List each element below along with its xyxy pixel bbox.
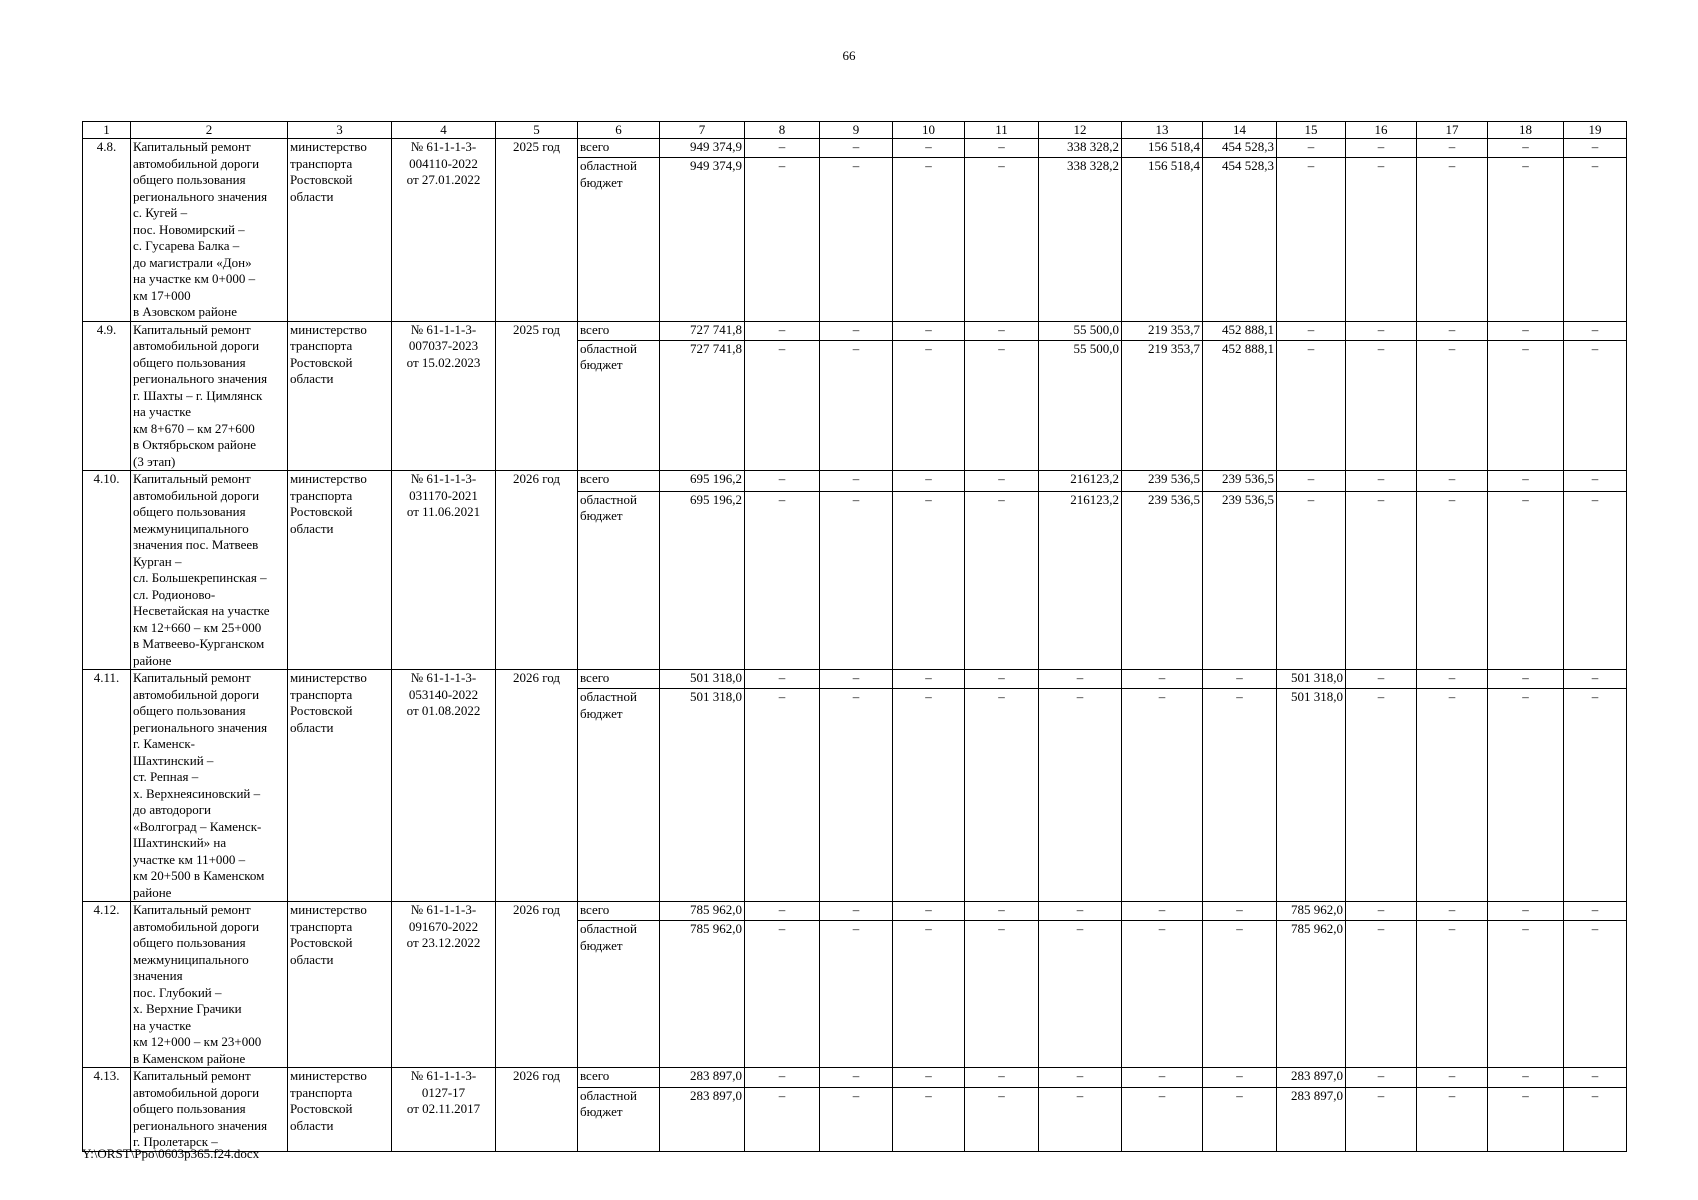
funding-source: областной бюджет (578, 689, 660, 902)
table-row (83, 1068, 1627, 1088)
amount-cell: – (1564, 902, 1627, 921)
amount-cell: 216123,2 (1039, 491, 1122, 669)
row-number: 4.9. (83, 321, 131, 471)
amount-cell: – (965, 902, 1039, 921)
amount-cell: 785 962,0 (660, 902, 745, 921)
amount-cell: – (745, 139, 820, 158)
funding-source: областной бюджет (578, 491, 660, 669)
page-number: 66 (842, 48, 856, 63)
amount-cell: – (820, 321, 893, 340)
completion-year: 2025 год (496, 321, 578, 471)
amount-cell: – (1564, 1068, 1627, 1088)
amount-cell: – (1488, 139, 1564, 158)
amount-cell: – (1122, 689, 1203, 902)
amount-cell: – (1346, 139, 1417, 158)
amount-cell: – (1039, 1087, 1122, 1151)
table-row (83, 471, 1627, 492)
object-name: Капитальный ремонт автомобильной дороги общего пользования регионального значения г. Пролетарск – (131, 1068, 288, 1152)
expertise-doc: № 61-1-1-3- 031170-2021 от 11.06.2021 (392, 471, 496, 670)
amount-cell: – (1122, 670, 1203, 689)
amount-cell: – (893, 471, 965, 492)
amount-cell: – (1346, 471, 1417, 492)
column-header: 2 (131, 122, 288, 139)
amount-cell: – (745, 1087, 820, 1151)
column-header: 9 (820, 122, 893, 139)
column-header: 14 (1203, 122, 1277, 139)
amount-cell: – (1203, 670, 1277, 689)
column-number-row (83, 122, 1627, 139)
table-row (83, 902, 1627, 921)
column-header: 7 (660, 122, 745, 139)
amount-cell: – (820, 139, 893, 158)
funding-source: областной бюджет (578, 921, 660, 1068)
amount-cell: – (820, 921, 893, 1068)
amount-cell: 219 353,7 (1122, 340, 1203, 470)
funding-source: всего (578, 321, 660, 340)
amount-cell: 454 528,3 (1203, 139, 1277, 158)
budget-table (82, 121, 1627, 1152)
row-number: 4.10. (83, 471, 131, 670)
amount-cell: – (820, 491, 893, 669)
amount-cell: – (1203, 902, 1277, 921)
amount-cell: – (745, 902, 820, 921)
amount-cell: – (893, 340, 965, 470)
amount-cell: – (745, 689, 820, 902)
responsible-org: министерство транспорта Ростовской области (288, 139, 392, 322)
amount-cell: – (745, 491, 820, 669)
row-number: 4.8. (83, 139, 131, 322)
responsible-org: министерство транспорта Ростовской области (288, 1068, 392, 1152)
amount-cell: – (820, 670, 893, 689)
amount-cell: – (965, 491, 1039, 669)
amount-cell: – (965, 340, 1039, 470)
amount-cell: 239 536,5 (1122, 471, 1203, 492)
amount-cell: 949 374,9 (660, 158, 745, 321)
column-header: 10 (893, 122, 965, 139)
amount-cell: – (1488, 491, 1564, 669)
amount-cell: 283 897,0 (660, 1087, 745, 1151)
amount-cell: – (1039, 1068, 1122, 1088)
column-header: 11 (965, 122, 1039, 139)
funding-source: областной бюджет (578, 1087, 660, 1151)
amount-cell: – (965, 1087, 1039, 1151)
amount-cell: 156 518,4 (1122, 158, 1203, 321)
expertise-doc: № 61-1-1-3- 004110-2022 от 27.01.2022 (392, 139, 496, 322)
completion-year: 2026 год (496, 670, 578, 902)
amount-cell: 501 318,0 (660, 689, 745, 902)
amount-cell: – (1122, 1087, 1203, 1151)
amount-cell: – (745, 471, 820, 492)
amount-cell: – (965, 139, 1039, 158)
amount-cell: – (1346, 491, 1417, 669)
amount-cell: – (1488, 471, 1564, 492)
responsible-org: министерство транспорта Ростовской области (288, 902, 392, 1068)
funding-source: всего (578, 139, 660, 158)
amount-cell: – (1203, 1087, 1277, 1151)
amount-cell: – (1277, 321, 1346, 340)
amount-cell: – (1417, 1068, 1488, 1088)
amount-cell: 283 897,0 (1277, 1087, 1346, 1151)
amount-cell: – (1564, 1087, 1627, 1151)
amount-cell: – (893, 158, 965, 321)
amount-cell: – (1417, 471, 1488, 492)
row-number: 4.11. (83, 670, 131, 902)
table-row (83, 321, 1627, 340)
amount-cell: – (965, 158, 1039, 321)
amount-cell: – (893, 689, 965, 902)
completion-year: 2025 год (496, 139, 578, 322)
column-header: 16 (1346, 122, 1417, 139)
column-header: 17 (1417, 122, 1488, 139)
amount-cell: – (1346, 1087, 1417, 1151)
expertise-doc: № 61-1-1-3- 053140-2022 от 01.08.2022 (392, 670, 496, 902)
amount-cell: – (1417, 1087, 1488, 1151)
expertise-doc: № 61-1-1-3- 091670-2022 от 23.12.2022 (392, 902, 496, 1068)
amount-cell: – (1203, 921, 1277, 1068)
amount-cell: – (1564, 158, 1627, 321)
responsible-org: министерство транспорта Ростовской области (288, 670, 392, 902)
row-number: 4.13. (83, 1068, 131, 1152)
amount-cell: 785 962,0 (1277, 902, 1346, 921)
amount-cell: – (1488, 689, 1564, 902)
amount-cell: – (1039, 689, 1122, 902)
responsible-org: министерство транспорта Ростовской области (288, 471, 392, 670)
amount-cell: – (1417, 139, 1488, 158)
object-name: Капитальный ремонт автомобильной дороги общего пользования межмуниципального значения пос. Матвеев Курган – сл. Большекрепинская – сл. Родионово- Несветайская на участке км 12+660 – км 25+000 в Матвеево-Курганском районе (131, 471, 288, 670)
amount-cell: – (820, 689, 893, 902)
amount-cell: – (893, 902, 965, 921)
amount-cell: – (1346, 902, 1417, 921)
amount-cell: – (1488, 158, 1564, 321)
completion-year: 2026 год (496, 902, 578, 1068)
object-name: Капитальный ремонт автомобильной дороги общего пользования регионального значения г. Шахты – г. Цимлянск на участке км 8+670 – км 27+600 в Октябрьском районе (3 этап) (131, 321, 288, 471)
amount-cell: – (1346, 921, 1417, 1068)
amount-cell: – (893, 321, 965, 340)
amount-cell: – (1122, 1068, 1203, 1088)
amount-cell: 785 962,0 (660, 921, 745, 1068)
amount-cell: – (745, 158, 820, 321)
amount-cell: – (1346, 321, 1417, 340)
table-row (83, 670, 1627, 689)
column-header: 4 (392, 122, 496, 139)
amount-cell: – (893, 1068, 965, 1088)
amount-cell: – (1417, 321, 1488, 340)
amount-cell: – (965, 321, 1039, 340)
amount-cell: – (893, 1087, 965, 1151)
amount-cell: – (1564, 689, 1627, 902)
amount-cell: 452 888,1 (1203, 321, 1277, 340)
amount-cell: – (965, 921, 1039, 1068)
amount-cell: – (1039, 670, 1122, 689)
amount-cell: 452 888,1 (1203, 340, 1277, 470)
amount-cell: – (1564, 921, 1627, 1068)
amount-cell: – (893, 921, 965, 1068)
amount-cell: 695 196,2 (660, 471, 745, 492)
amount-cell: – (1203, 689, 1277, 902)
amount-cell: 727 741,8 (660, 321, 745, 340)
column-header: 8 (745, 122, 820, 139)
amount-cell: – (820, 1087, 893, 1151)
amount-cell: 727 741,8 (660, 340, 745, 470)
amount-cell: 283 897,0 (1277, 1068, 1346, 1088)
amount-cell: – (1488, 921, 1564, 1068)
amount-cell: 695 196,2 (660, 491, 745, 669)
column-header: 3 (288, 122, 392, 139)
amount-cell: – (745, 670, 820, 689)
footer-file-path: Y:\ORST\Ppo\0603p365.f24.docx (82, 1146, 260, 1161)
funding-source: всего (578, 471, 660, 492)
amount-cell: – (1564, 471, 1627, 492)
column-header: 15 (1277, 122, 1346, 139)
amount-cell: – (1488, 902, 1564, 921)
amount-cell: – (1122, 921, 1203, 1068)
expertise-doc: № 61-1-1-3- 007037-2023 от 15.02.2023 (392, 321, 496, 471)
amount-cell: – (1488, 1068, 1564, 1088)
amount-cell: – (1039, 902, 1122, 921)
funding-source: всего (578, 670, 660, 689)
amount-cell: – (1346, 340, 1417, 470)
amount-cell: 239 536,5 (1203, 491, 1277, 669)
amount-cell: 454 528,3 (1203, 158, 1277, 321)
amount-cell: – (1564, 321, 1627, 340)
column-header: 6 (578, 122, 660, 139)
amount-cell: – (745, 921, 820, 1068)
amount-cell: – (893, 670, 965, 689)
column-header: 1 (83, 122, 131, 139)
amount-cell: – (1277, 491, 1346, 669)
amount-cell: – (965, 471, 1039, 492)
amount-cell: – (1564, 340, 1627, 470)
amount-cell: – (1417, 491, 1488, 669)
amount-cell: 501 318,0 (1277, 670, 1346, 689)
column-header: 12 (1039, 122, 1122, 139)
amount-cell: 338 328,2 (1039, 158, 1122, 321)
amount-cell: – (1346, 158, 1417, 321)
object-name: Капитальный ремонт автомобильной дороги общего пользования регионального значения г. Каменск- Шахтинский – ст. Репная – х. Верхнеясиновский – до автодороги «Волгоград – Каменск- Шахтинский» на участке км 11+000 – км 20+500 в Каменском районе (131, 670, 288, 902)
column-header: 18 (1488, 122, 1564, 139)
completion-year: 2026 год (496, 1068, 578, 1152)
column-header: 5 (496, 122, 578, 139)
amount-cell: – (1417, 921, 1488, 1068)
amount-cell: 55 500,0 (1039, 321, 1122, 340)
column-header: 13 (1122, 122, 1203, 139)
amount-cell: – (1039, 921, 1122, 1068)
completion-year: 2026 год (496, 471, 578, 670)
amount-cell: – (1277, 471, 1346, 492)
amount-cell: – (1277, 158, 1346, 321)
funding-source: областной бюджет (578, 340, 660, 470)
amount-cell: 785 962,0 (1277, 921, 1346, 1068)
amount-cell: 338 328,2 (1039, 139, 1122, 158)
object-name: Капитальный ремонт автомобильной дороги общего пользования межмуниципального значения пос. Глубокий – х. Верхние Грачики на участке км 12+000 – км 23+000 в Каменском районе (131, 902, 288, 1068)
amount-cell: – (1417, 902, 1488, 921)
amount-cell: 949 374,9 (660, 139, 745, 158)
amount-cell: – (1564, 491, 1627, 669)
funding-source: всего (578, 902, 660, 921)
amount-cell: – (820, 471, 893, 492)
amount-cell: – (1277, 340, 1346, 470)
amount-cell: – (820, 1068, 893, 1088)
amount-cell: 55 500,0 (1039, 340, 1122, 470)
amount-cell: – (1346, 670, 1417, 689)
amount-cell: 501 318,0 (1277, 689, 1346, 902)
amount-cell: – (1564, 139, 1627, 158)
amount-cell: – (1122, 902, 1203, 921)
amount-cell: – (745, 1068, 820, 1088)
amount-cell: – (1203, 1068, 1277, 1088)
amount-cell: – (1564, 670, 1627, 689)
amount-cell: 283 897,0 (660, 1068, 745, 1088)
amount-cell: 239 536,5 (1203, 471, 1277, 492)
amount-cell: – (893, 139, 965, 158)
amount-cell: 216123,2 (1039, 471, 1122, 492)
amount-cell: – (1417, 689, 1488, 902)
amount-cell: – (965, 670, 1039, 689)
amount-cell: 501 318,0 (660, 670, 745, 689)
amount-cell: – (1417, 158, 1488, 321)
column-header: 19 (1564, 122, 1627, 139)
funding-source: всего (578, 1068, 660, 1088)
table-row (83, 139, 1627, 158)
amount-cell: – (1488, 321, 1564, 340)
amount-cell: – (1417, 340, 1488, 470)
expertise-doc: № 61-1-1-3- 0127-17 от 02.11.2017 (392, 1068, 496, 1152)
amount-cell: – (820, 902, 893, 921)
amount-cell: – (820, 340, 893, 470)
amount-cell: – (965, 1068, 1039, 1088)
amount-cell: – (1346, 1068, 1417, 1088)
amount-cell: – (1346, 689, 1417, 902)
amount-cell: – (1488, 340, 1564, 470)
responsible-org: министерство транспорта Ростовской области (288, 321, 392, 471)
amount-cell: – (1488, 1087, 1564, 1151)
object-name: Капитальный ремонт автомобильной дороги общего пользования регионального значения с. Кугей – пос. Новомирский – с. Гусарева Балка – до магистрали «Дон» на участке км 0+000 – км 17+000 в Азовском районе (131, 139, 288, 322)
amount-cell: 156 518,4 (1122, 139, 1203, 158)
funding-source: областной бюджет (578, 158, 660, 321)
amount-cell: – (1417, 670, 1488, 689)
amount-cell: – (965, 689, 1039, 902)
amount-cell: – (745, 340, 820, 470)
amount-cell: 239 536,5 (1122, 491, 1203, 669)
amount-cell: – (820, 158, 893, 321)
amount-cell: – (1277, 139, 1346, 158)
row-number: 4.12. (83, 902, 131, 1068)
amount-cell: – (1488, 670, 1564, 689)
amount-cell: – (893, 491, 965, 669)
amount-cell: 219 353,7 (1122, 321, 1203, 340)
amount-cell: – (745, 321, 820, 340)
